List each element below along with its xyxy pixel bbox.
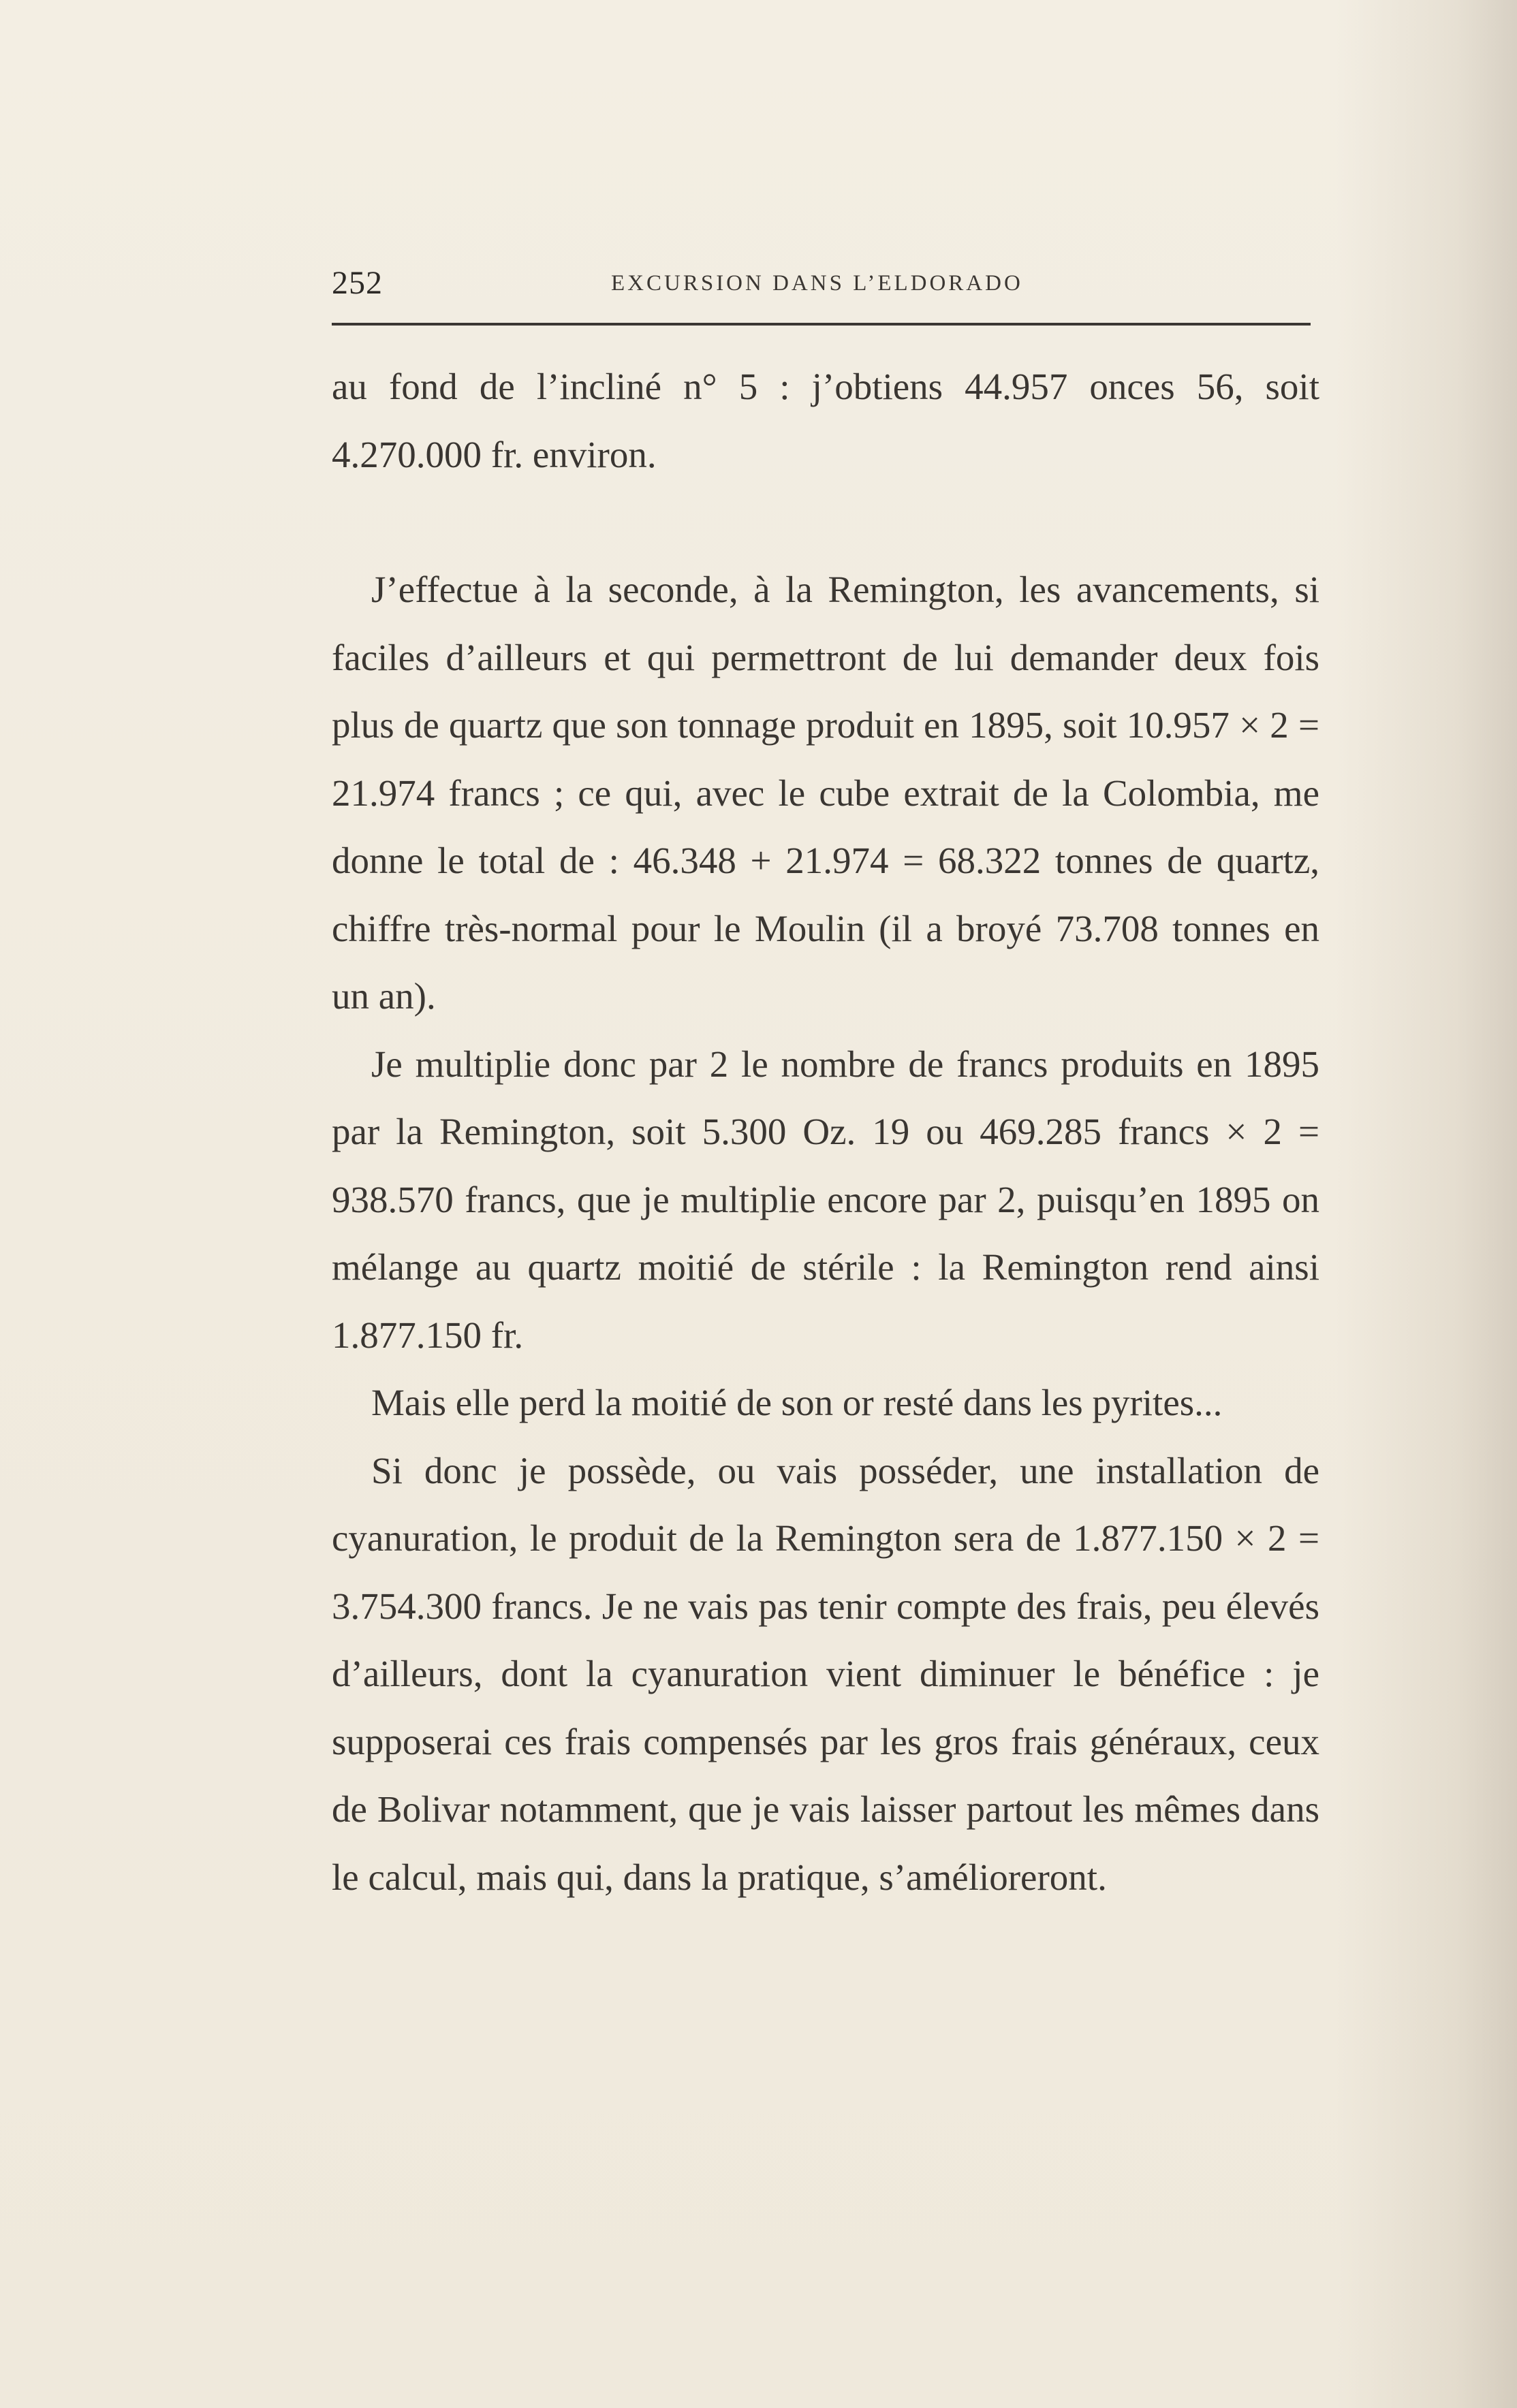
page-header — [332, 264, 1311, 312]
body-text — [332, 353, 1319, 1911]
page-number: 252 — [332, 265, 383, 301]
paragraph: Mais elle perd la moitié de son or resté dans les pyrites... — [371, 1382, 1223, 1423]
header-rule — [332, 323, 1311, 326]
paragraph: Je multiplie donc par 2 le nombre de francs produits en 1895 par la Remington, soit 5.300 Oz. 19 ou 469.285 francs × 2 = 938.570 francs, que je multiplie encore par 2, puisqu’en 1895 on mélange au quartz moitié de stérile : la Remington rend ainsi 1.877.150 fr. — [332, 1043, 1319, 1356]
paragraph-continued: au fond de l’incliné n° 5 : j’obtiens 44.957 onces 56, soit 4.270.000 fr. environ. — [332, 366, 1319, 475]
paragraph: Si donc je possède, ou vais posséder, une installation de cyanuration, le produit de la Remington sera de 1.877.150 × 2 = 3.754.300 francs. Je ne vais pas tenir compte des frais, peu élevés d’ailleurs, dont la cyanuration vient diminuer le bénéfice : je supposerai ces frais compensés par les gros frais généraux, ceux de Bolivar notamment, que je vais laisser partout les mêmes dans le calcul, mais qui, dans la pratique, s’amélioreront. — [332, 1449, 1319, 1898]
paragraph: J’effectue à la seconde, à la Remington, les avancements, si faciles d’ailleurs et qui permettront de lui demander deux fois plus de quartz que son tonnage produit en 1895, soit 10.957 × 2 = 21.974 francs ; ce qui, avec le cube extrait de la Colombia, me donne le total de : 46.348 + 21.974 = 68.322 tonnes de quartz, chiffre très-normal pour le Moulin (il a broyé 73.708 tonnes en un an). — [332, 569, 1319, 1017]
running-title: EXCURSION DANS L’ELDORADO — [611, 271, 1023, 296]
